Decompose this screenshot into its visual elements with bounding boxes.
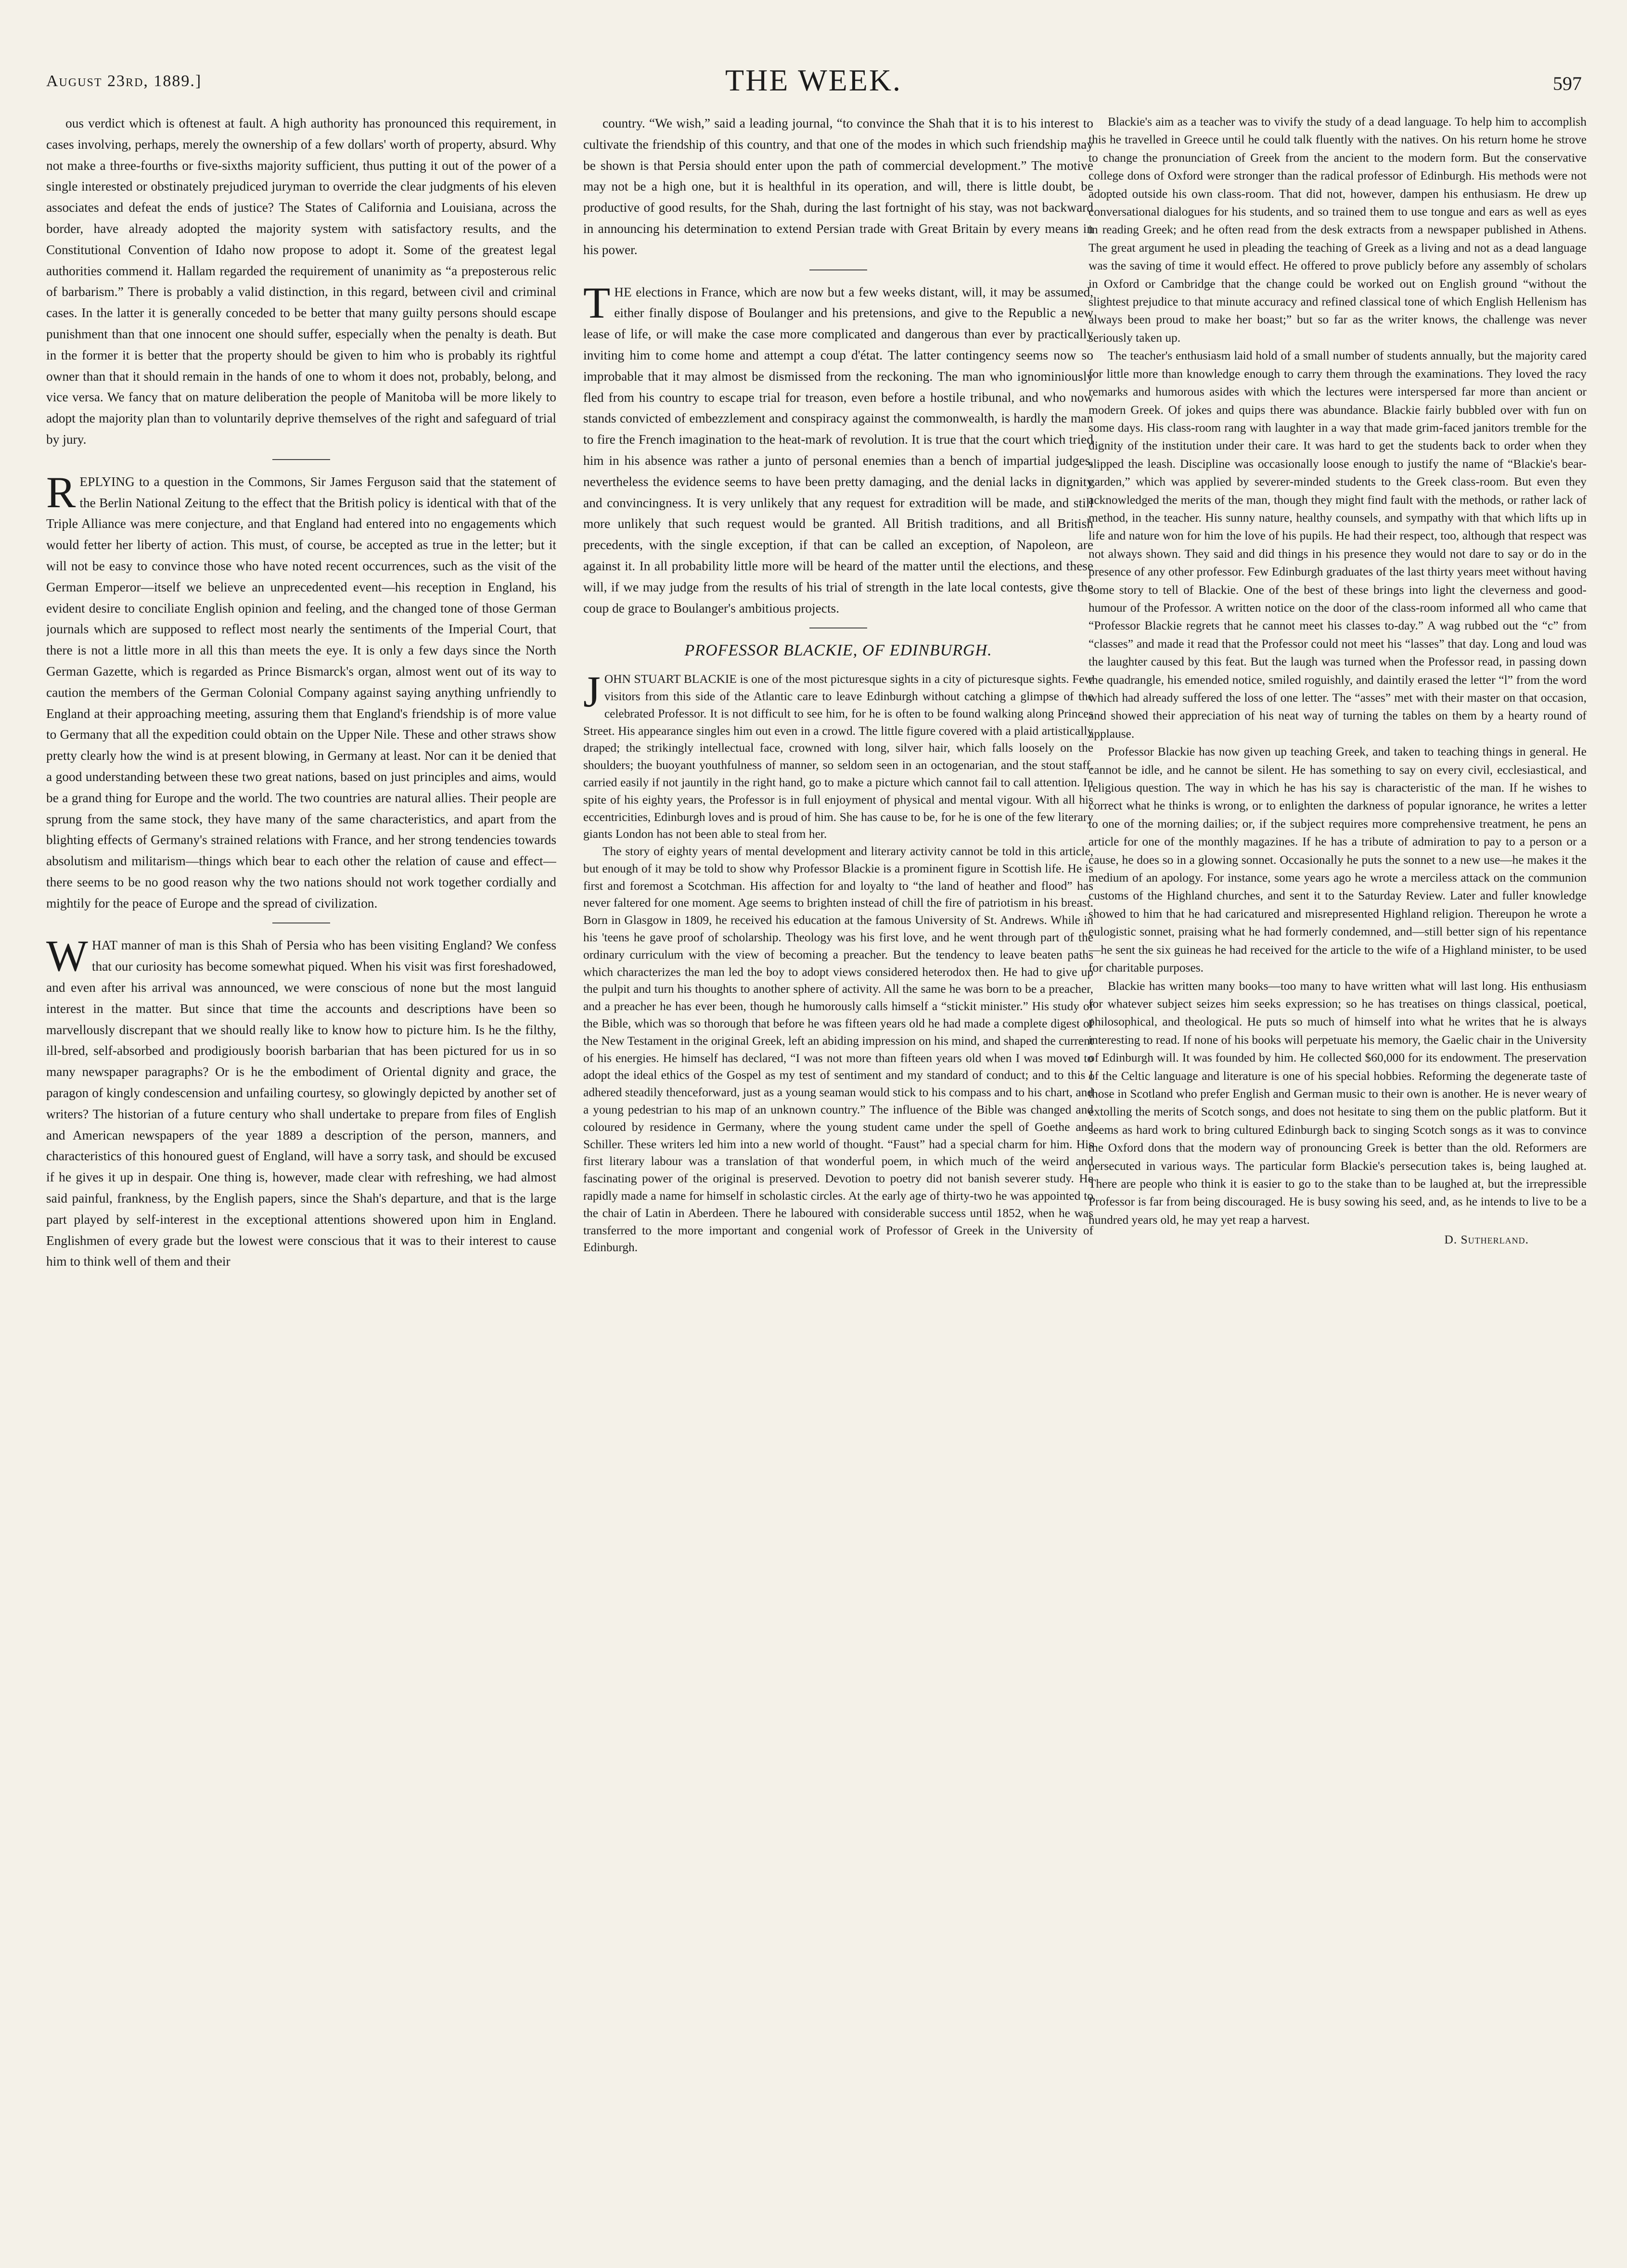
drop-cap: W (46, 931, 88, 981)
masthead-title: THE WEEK. (725, 63, 902, 97)
paragraph-blackie-teaching: Blackie's aim as a teacher was to vivify the study of a dead language. To help him to accomplish this he travelled in Greece until he could talk fluently with the natives. On his return home he strove to change the pronunciation of Greek from the ancient to the modern form. But the conservative college dons of Oxford were stronger than the radical professor of Edinburgh. His methods were not adopted outside his own class-room. That did not, however, dampen his enthusiasm. He drew up conversational dialogues for his students, and so trained them to use tongue and ears as well as eyes in reading Greek; and he often read from the desk extracts from a newspaper published in Athens. The great argument he used in pleading the teaching of Greek as a living and not as a dead language was the saving of time it would effect. He offered to prove publicly before any assembly of scholars in Oxford or Cambridge that the change could be worked out on English ground “without the slightest prejudice to that minute accuracy and refined classical tone of which English Hellenism has always been proud to make her boast;” but so far as the writer knows, the challenge was never seriously taken up. (1089, 115, 1587, 345)
column-1 (46, 113, 556, 2178)
paragraph-text: EPLYING to a question in the Commons, Sir James Ferguson said that the statement of the Berlin National Zeitung to the effect that the British policy is identical with that of the Triple Alliance was mere conjecture, and that England had entered into no engagements which would fetter her liberty of action. This must, of course, be accepted as true in the letter; but it will not be easy to convince those who have noted recent occurrences, such as the visit of the German Emperor—itself we believe an unprecedented event—his reception in England, his evident desire to conciliate English opinion and feeling, and the changed tone of those German journals which are supposed to reflect most nearly the sentiments of the Imperial Court, that there is not a little more in all this than meets the eye. It is only a few days since the North German Gazette, which is regarded as Prince Bismarck's organ, almost went out of its way to caution the members of the German Colonial Company against saying anything unfriendly to England at their approaching meeting, assuring them that England's friendship is of more value to Germany that all the expedition could obtain on the Upper Nile. These and other straws show pretty clearly how the wind is at present blowing, in Germany at least. Nor can it be denied that a good understanding between these two great nations, based on just principles and aims, would be a grand thing for Europe and the world. The two countries are natural allies. Their people are sprung from the same stock, they have many of the same characteristics, and apart from the blighting effects of Germany's strained relations with France, and her strong tendencies towards absolutism and militarism—things which bear to each other the relation of cause and effect—there seems to be no good reason why the two nations should not work together cordially and mightily for the peace of Europe and the spread of civilization. (46, 474, 556, 910)
page-number: 597 (1553, 73, 1582, 94)
drop-cap: R (46, 467, 76, 517)
paragraph-germany-england (46, 467, 556, 914)
article-blackie-start (583, 667, 1093, 1256)
paragraph-text: HAT manner of man is this Shah of Persia who has been visiting England? We confess that our curiosity has become somewhat piqued. When his visit was first foreshadowed, and even after his arrival was announced, we were conscious of none but the most languid interest in the matter. But since that time the accounts and descriptions have been so marvellously discrepant that we should really like to know how to picture him. Is he the filthy, ill-bred, self-absorbed and prodigiously boorish barbarian that has been pictured for us in so many newspaper paragraphs? Or is he the embodiment of Oriental dignity and grace, the paragon of kingly condescension and unfailing courtesy, so glowingly depicted by another set of writers? The historian of a future century who shall undertake to prepare from files of English and American newspapers of the year 1889 a description of the person, manners, and characteristics of this honoured guest of England, will have a sorry task, and should be excused if he gives it up in despair. One thing is, however, made clear with refreshing, we had almost said painful, frankness, by the English papers, since the Shah's departure, and that is the large part played by self-interest in the exceptional attentions showered upon him in England. Englishmen of every grade but the lowest were conscious that it was to their interest to cause him to think well of them and their (46, 938, 556, 1269)
paragraph-blackie-students: The teacher's enthusiasm laid hold of a small number of students annually, but the majority cared for little more than knowledge enough to carry them through the examinations. They loved the racy remarks and humorous asides with which the lectures were interspersed far more than ancient or modern Greek. Of jokes and quips there was abundance. Blackie fairly bubbled over with fun on some days. His class-room rang with laughter in a way that made grim-faced janitors tremble for the dignity of the institution under their care. It was hard to get the students back to order when they slipped the leash. Discipline was occasionally loose enough to justify the name of “Blackie's bear-garden,” which was applied by severer-minded students to the Greek class-room. But even they acknowledged the merits of the man, though they might find fault with the methods, or rather lack of method, in the teacher. His sunny nature, healthy counsels, and sympathy with that which lifts up in life and nature won for him the love of his pupils. He had their respect, too, although that respect was not always shown. They said and did things in his presence they would not dare to say or do in the presence of any other professor. Few Edinburgh graduates of the last thirty years meet without having some story to tell of Blackie. One of the best of these brings into light the cleverness and good-humour of the Professor. A written notice on the door of the class-room informed all who came that “Professor Blackie regrets that he cannot meet his classes to-day.” A wag rubbed out the “c” from “classes” and made it read that the Professor could not meet his “lasses” that day. Long and loud was the laughter caused by this feat. But the laugh was turned when the Professor read, in passing down the quadrangle, his emended notice, smiled roguishly, and daintily erased the letter “l” from the word which had already suffered the loss of one letter. The “asses” met with their master on that occasion, and showed their appreciation of his neat way of turning the tables on them by a hearty round of applause. (1089, 349, 1587, 741)
issue-date: August 23rd, 1889.] (46, 72, 202, 90)
paragraph-jury-verdict: ous verdict which is oftenest at fault. A high authority has pronounced this requirement, in cases involving, perhaps, merely the ownership of a few dollars' worth of property, absurd. Why not make a three-fourths or five-sixths majority sufficient, thus putting it out of the power of a single interested or obstinately prejudiced juryman to override the clear judgments of his eleven associates and defeat the ends of justice? The States of California and Louisiana, across the border, have already adopted the majority system with satisfactory results, and the Constitutional Convention of Idaho now propose to adopt it. Some of the greatest legal authorities commend it. Hallam regarded the requirement of unanimity as “a preposterous relic of barbarism.” There is probably a valid distinction, in this regard, between civil and criminal cases. In the latter it is generally conceded to be better that many guilty persons should escape punishment than that one innocent one should suffer, especially when the penalty is death. But in the former it is better that the property should be given to him who is probably its rightful owner than that it should remain in the hands of one to whom it does not, probably, belong, and vice versa. We fancy that on mature deliberation the people of Manitoba will be more likely to adopt the majority plan than to voluntarily deprive themselves of the right and safeguard of trial by jury. (46, 116, 556, 447)
paragraph-blackie-books: Blackie has written many books—too many to have written what will last long. His enthusiasm for whatever subject seizes him seeks expression; so he has treatises on things classical, poetical, philosophical, and theological. He puts so much of himself into what he writes that he is always interesting to read. If none of his books will perpetuate his memory, the Gaelic chair in the University of Edinburgh will. It was founded by him. He collected $60,000 for its endowment. The preservation of the Celtic language and literature is one of his special hobbies. Reforming the degenerate taste of those in Scotland who prefer English and German music to their own is another. He is never weary of extolling the merits of Scotch songs, and does not hesitate to sing them on the public platform. But it seems as hard work to bring cultured Edinburgh back to singing Scotch songs as it was to convince the Oxford dons that the modern way of pronouncing Greek is better than the old. Reformers are persecuted in various ways. The particular form Blackie's persecution takes is, being laughed at. There are people who think it is easier to go to the stake than to be laughed at, but the irrepressible Professor is far from being discouraged. He is busy sowing his seed, and, as he intends to live to be a hundred years old, he may yet reap a harvest. (1089, 979, 1587, 1227)
article-title: PROFESSOR BLACKIE, OF EDINBURGH. (684, 641, 992, 660)
paragraph-blackie-intro (583, 667, 1093, 843)
section-divider (809, 269, 867, 270)
paragraph-shah-continued: country. “We wish,” said a leading journal, “to convince the Shah that it is to his interest to cultivate the friendship of this country, and that one of the modes in which such friendship may be shown is that Persia should enter upon the path of commercial development.” The motive may not be a high one, but it is healthful in its operation, and will, there is little doubt, be productive of good results, for the Shah, during the last fortnight of his stay, was not backward in announcing his determination to extend Persian trade with Great Britain by every means in his power. (583, 116, 1093, 257)
drop-cap: J (583, 667, 601, 717)
paragraph-france-elections (583, 278, 1093, 619)
paragraph-blackie-biography: The story of eighty years of mental development and literary activity cannot be told in this article, but enough of it may be told to show why Professor Blackie is a prominent figure in Scottish life. He is first and foremost a Scotchman. His affection for and loyalty to “the land of heather and flood” has never faltered for one moment. Age seems to brighten instead of chill the fire of patriotism in his breast. Born in Glasgow in 1809, he received his education at the famous University of St. Andrews. While in his 'teens he gave proof of scholarship. Theology was his first love, and he went through part of the ordinary curriculum with the view of becoming a preacher. But the tendency to leave beaten paths which characterizes the man led the boy to adopt views considered heterodox then. He had to give up the pulpit and turn his thoughts to another sphere of activity. All the same he was born to be a preacher, and a preacher he has ever been, though he humorously calls himself a “stickit minister.” His study of the Bible, which was so thorough that before he was fifteen years old he had made a complete digest of the New Testament in the original Greek, left an abiding impression on his mind, and shaped the current of his energies. He himself has declared, “I was not more than fifteen years old when I was moved to adopt the ideal ethics of the Gospel as my test of sentiment and my standard of conduct; and to this I adhered steadily thenceforward, just as a young seaman would stick to his compass and to his chart, and a young pedestrian to his map of an unknown country.” The influence of the Bible was changed and coloured by residence in Germany, where the young student came under the spell of Goethe and Schiller. These writers led him into a new world of thought. “Faust” had a special charm for him. His first literary labour was a translation of that wonderful poem, in which much of the weird and fascinating power of the original is preserved. Devotion to poetry did not banish severer study. He rapidly made a name for himself in scholastic circles. At the early age of thirty-two he was appointed to the chair of Latin in Aberdeen. There he laboured with considerable success until 1852, when he was transferred to the more important and congenial work of Professor of Greek in the University of Edinburgh. (583, 845, 1093, 1255)
column-3 (1089, 113, 1587, 2245)
drop-cap: T (583, 278, 611, 327)
paragraph-text: OHN STUART BLACKIE is one of the most picturesque sights in a city of picturesque sights. Few visitors from this side of the Atlantic care to leave Edinburgh without catching a glimpse of the celebrated Professor. It is not difficult to see him, for he is often to be found walking along Princes Street. His appearance singles him out even in a crowd. The little figure covered with a plaid artistically draped; the strikingly intellectual face, crowned with long, silver hair, which falls loosely on the shoulders; the buoyant youthfulness of manner, so seldom seen in an octogenarian, and the stout staff, carried easily if not jauntily in the right hand, go to make a picture which cannot fail to call attention. In spite of his eighty years, the Professor is in full enjoyment of physical and mental vigour. With all his eccentricities, Edinburgh loves and is proud of him. She has cause to be, for he is one of the few literary giants London has not been able to steal from her. (583, 672, 1093, 841)
column-2 (583, 113, 1093, 2178)
paragraph-blackie-opinions: Professor Blackie has now given up teaching Greek, and taken to teaching things in general. He cannot be idle, and he cannot be silent. He has something to say on every civil, ecclesiastical, and religious question. The way in which he has his say is characteristic of the man. If he wishes to correct what he thinks is wrong, or to enlighten the darkness of popular ignorance, he writes a letter to one of the morning dailies; or, if the subject requires more comprehensive treatment, he pens an article for one of the monthly magazines. If he has a tribute of admiration to pay to a person or a cause, he does so in a glowing sonnet. Occasionally he puts the sonnet to a new use—he makes it the medium of an apology. For instance, some years ago he wrote a merciless attack on the communion customs of the Highland churches, and sent it to the Saturday Review. Later and fuller knowledge showed to him that he had caricatured and misrepresented Highland religion. Thereupon he wrote a eulogistic sonnet, praising what he had formerly condemned, and—still better sign of his repentance—he sent the six guineas he had received for the article to the wife of a Highland minister, to be used for charitable purposes. (1089, 745, 1587, 975)
page-header (0, 0, 1627, 125)
author-signature: D. Sutherland. (1444, 1233, 1529, 1247)
paragraph-text: HE elections in France, which are now but a few weeks distant, will, it may be assumed, either finally dispose of Boulanger and his pretensions, and give to the Republic a new lease of life, or will make the case more complicated and dangerous than ever by practically inviting him to come home and attempt a coup d'état. The latter contingency seems now so improbable that it may almost be dismissed from the reckoning. The man who ignominiously fled from his country to escape trial for treason, even before a hostile tribunal, and who now stands convicted of embezzlement and conspiracy against the commonwealth, is hardly the man to fire the French imagination to the heat-mark of revolution. It is true that the court which tried him in his absence was rather a junto of personal enemies than a bench of impartial judges, nevertheless the evidence seems to have been pretty damaging, and the denial lacks in dignity and convincingness. It is very unlikely that any request for extradition will be made, and still more unlikely that such request would be granted. All British traditions, and all British precedents, with the single exception, if that can be called an exception, of Napoleon, are against it. In all probability little more will be heard of the matter until the elections, and these will, if we may judge from the results of his trial of strength in the late local contests, give the coup de grace to Boulanger's ambitious projects. (583, 284, 1093, 615)
paragraph-shah-of-persia (46, 931, 556, 1272)
section-divider (272, 459, 330, 460)
